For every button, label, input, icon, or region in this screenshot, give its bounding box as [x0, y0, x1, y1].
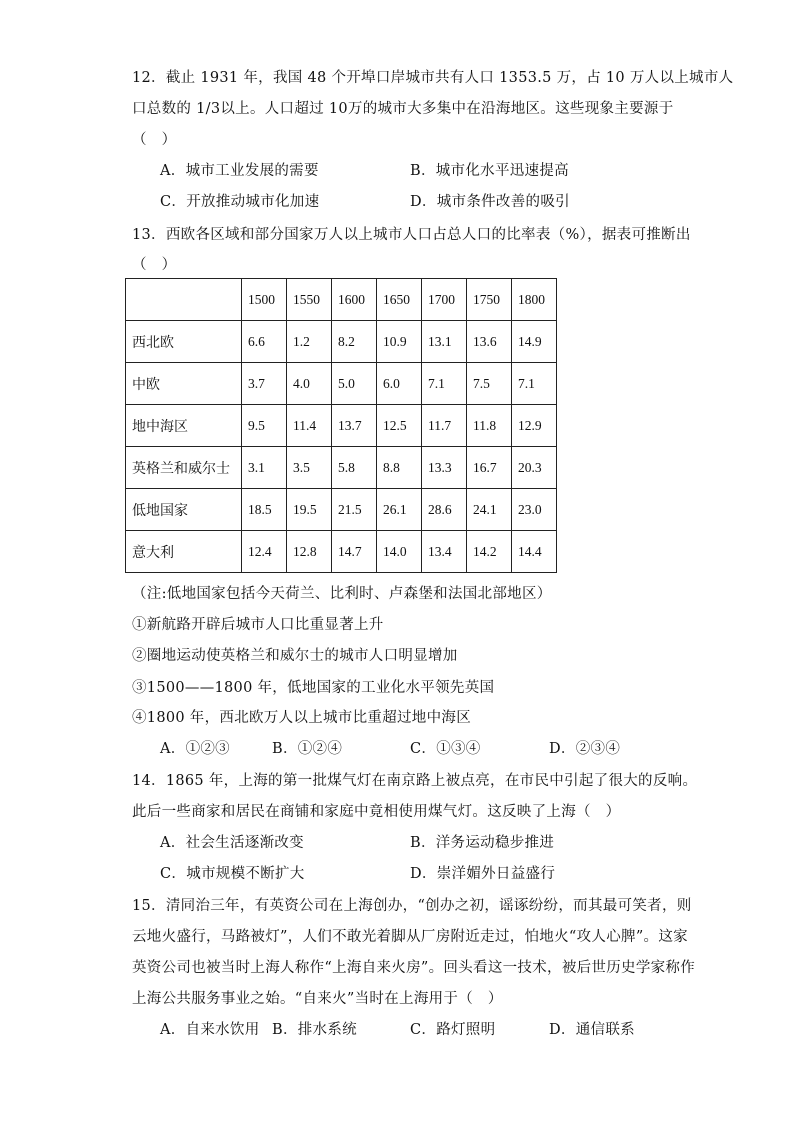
table-cell: 1.2	[287, 321, 332, 363]
q15-text-line-3: 英资公司也被当时上海人称作“上海自来火房”。回头看这一技术，被后世历史学家称作	[132, 960, 696, 976]
q13-text-line-1: 13．西欧各区域和部分国家万人以上城市人口占总人口的比率表（%），据表可推断出	[132, 227, 691, 243]
table-cell: 8.2	[332, 321, 377, 363]
q15-option-a: A．自来水饮用	[160, 1022, 260, 1038]
table-cell: 10.9	[377, 321, 422, 363]
table-header-cell: 1650	[377, 279, 422, 321]
table-cell: 7.1	[512, 363, 557, 405]
q13-statement-2: ②圈地运动使英格兰和威尔士的城市人口明显增加	[132, 648, 458, 664]
table-cell: 13.7	[332, 405, 377, 447]
table-cell: 4.0	[287, 363, 332, 405]
table-cell: 14.2	[467, 531, 512, 573]
q15-text-line-4: 上海公共服务事业之始。“自来火”当时在上海用于（ ）	[132, 991, 503, 1007]
q14-text-line-1: 14．1865 年，上海的第一批煤气灯在南京路上被点亮，在市民中引起了很大的反响。	[132, 773, 698, 789]
table-cell: 19.5	[287, 489, 332, 531]
q12-option-b: B．城市化水平迅速提高	[410, 163, 569, 179]
q13-option-d: D．②③④	[549, 741, 621, 757]
table-cell: 13.4	[422, 531, 467, 573]
table-cell: 9.5	[242, 405, 287, 447]
table-cell: 14.7	[332, 531, 377, 573]
table-cell: 3.1	[242, 447, 287, 489]
table-row-label: 地中海区	[126, 405, 242, 447]
table-header-row	[126, 279, 557, 321]
q12-text-line-1: 12．截止 1931 年，我国 48 个开埠口岸城市共有人口 1353.5 万，占 10 万人以上城市人	[132, 70, 734, 86]
table-cell: 18.5	[242, 489, 287, 531]
table-header-cell: 1550	[287, 279, 332, 321]
q13-option-a: A．①②③	[160, 741, 230, 757]
table-row-label: 低地国家	[126, 489, 242, 531]
table-header-cell	[126, 279, 242, 321]
table-header-cell: 1500	[242, 279, 287, 321]
table-header-cell: 1600	[332, 279, 377, 321]
table-cell: 8.8	[377, 447, 422, 489]
q13-option-c: C．①③④	[410, 741, 481, 757]
table-row-label: 西北欧	[126, 321, 242, 363]
table-cell: 12.8	[287, 531, 332, 573]
q15-option-b: B．排水系统	[272, 1022, 357, 1038]
q13-statement-3: ③1500——1800 年，低地国家的工业化水平领先英国	[132, 680, 495, 696]
table-cell: 14.4	[512, 531, 557, 573]
table-cell: 12.4	[242, 531, 287, 573]
table-cell: 13.1	[422, 321, 467, 363]
table-cell: 24.1	[467, 489, 512, 531]
q12-text-line-2: 口总数的 1/3以上。人口超过 10万的城市大多集中在沿海地区。这些现象主要源于	[132, 101, 674, 117]
table-cell: 20.3	[512, 447, 557, 489]
table-cell: 6.6	[242, 321, 287, 363]
q15-text-line-1: 15．清同治三年，有英资公司在上海创办，“创办之初，谣诼纷纷，而其最可笑者，则	[132, 898, 692, 914]
q15-option-c: C．路灯照明	[410, 1022, 496, 1038]
q14-option-b: B．洋务运动稳步推进	[410, 835, 555, 851]
table-cell: 11.4	[287, 405, 332, 447]
table-cell: 16.7	[467, 447, 512, 489]
table-row	[126, 321, 557, 363]
table-row-label: 英格兰和威尔士	[126, 447, 242, 489]
table-cell: 26.1	[377, 489, 422, 531]
table-row-label: 意大利	[126, 531, 242, 573]
urban-population-table	[125, 278, 557, 573]
table-header-cell: 1700	[422, 279, 467, 321]
table-cell: 14.9	[512, 321, 557, 363]
table-cell: 6.0	[377, 363, 422, 405]
table-cell: 5.0	[332, 363, 377, 405]
table-cell: 21.5	[332, 489, 377, 531]
q14-option-c: C．城市规模不断扩大	[160, 866, 305, 882]
q12-option-a: A．城市工业发展的需要	[160, 163, 319, 179]
q13-table-note: （注:低地国家包括今天荷兰、比利时、卢森堡和法国北部地区）	[132, 586, 552, 602]
q12-option-c: C．开放推动城市化加速	[160, 194, 320, 210]
table-cell: 28.6	[422, 489, 467, 531]
table-cell: 11.8	[467, 405, 512, 447]
table-cell: 11.7	[422, 405, 467, 447]
table-cell: 13.3	[422, 447, 467, 489]
table-cell: 7.5	[467, 363, 512, 405]
q13-statement-4: ④1800 年，西北欧万人以上城市比重超过地中海区	[132, 710, 472, 726]
table-row	[126, 363, 557, 405]
table-cell: 23.0	[512, 489, 557, 531]
table-header-cell: 1750	[467, 279, 512, 321]
table-row	[126, 531, 557, 573]
table-cell: 14.0	[377, 531, 422, 573]
table-cell: 3.5	[287, 447, 332, 489]
q14-option-a: A．社会生活逐渐改变	[160, 835, 304, 851]
q13-text-line-2: （ ）	[132, 257, 177, 273]
q12-text-line-3: （ ）	[132, 132, 177, 148]
table-header-cell: 1800	[512, 279, 557, 321]
table-row-label: 中欧	[126, 363, 242, 405]
table-cell: 13.6	[467, 321, 512, 363]
q14-option-d: D．崇洋媚外日益盛行	[410, 866, 556, 882]
table-row	[126, 489, 557, 531]
table-row	[126, 447, 557, 489]
table-cell: 12.9	[512, 405, 557, 447]
table-cell: 7.1	[422, 363, 467, 405]
q13-statement-1: ①新航路开辟后城市人口比重显著上升	[132, 617, 384, 633]
table-row	[126, 405, 557, 447]
table-cell: 5.8	[332, 447, 377, 489]
q13-option-b: B．①②④	[272, 741, 343, 757]
q15-text-line-2: 云地火盛行，马路被灯”，人们不敢光着脚从厂房附近走过，怕地火“攻人心脾”。这家	[132, 929, 688, 945]
q12-option-d: D．城市条件改善的吸引	[410, 194, 570, 210]
table-cell: 3.7	[242, 363, 287, 405]
q15-option-d: D．通信联系	[549, 1022, 635, 1038]
q14-text-line-2: 此后一些商家和居民在商铺和家庭中竟相使用煤气灯。这反映了上海（ ）	[132, 804, 621, 820]
table-cell: 12.5	[377, 405, 422, 447]
